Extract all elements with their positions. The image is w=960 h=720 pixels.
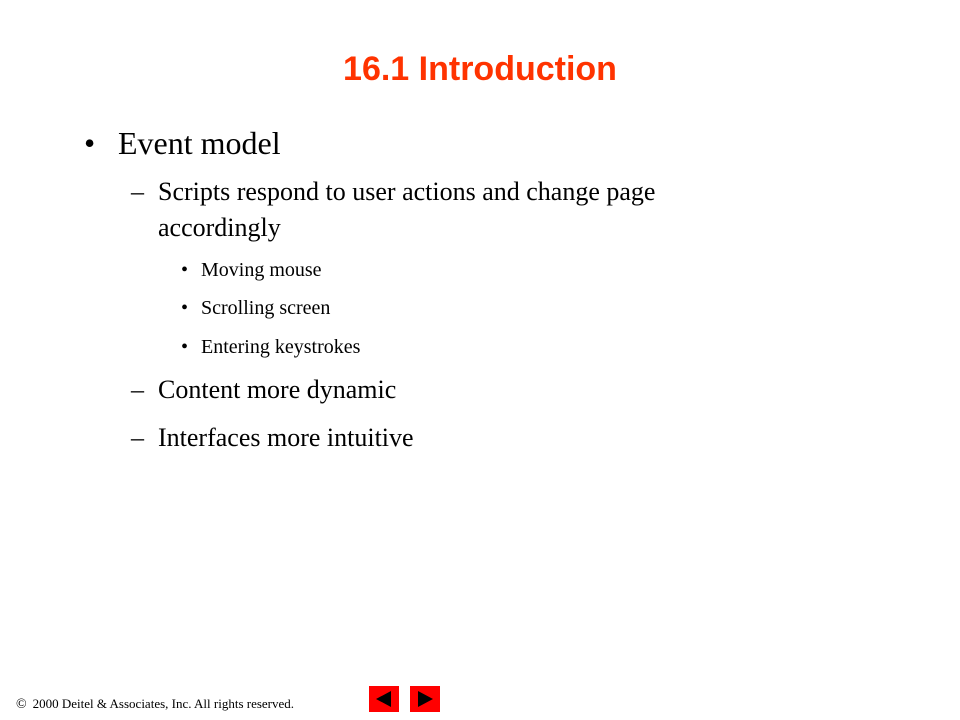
copyright-footer xyxy=(16,695,294,714)
dash-marker: – xyxy=(131,177,144,206)
sub-bullet-text: Scripts respond to user actions and change page xyxy=(158,177,656,206)
sub-sub-bullet-text: Scrolling screen xyxy=(201,297,331,319)
next-slide-button[interactable] xyxy=(410,686,440,712)
sub-bullet-text: Content more dynamic xyxy=(158,375,397,404)
bullet-text: Event model xyxy=(118,125,281,161)
bullet-marker: • xyxy=(181,259,189,281)
sub-sub-bullet-text: Moving mouse xyxy=(201,259,322,281)
slide-title: 16.1 Introduction xyxy=(343,50,617,88)
copyright-text: 2000 Deitel & Associates, Inc. All rights reserved. xyxy=(32,696,295,711)
sub-bullet-text-continued: accordingly xyxy=(158,213,281,242)
left-arrow-icon xyxy=(369,686,399,712)
sub-sub-bullet-text: Entering keystrokes xyxy=(201,336,361,358)
dash-marker: – xyxy=(131,423,144,452)
bullet-marker: • xyxy=(84,125,96,161)
dash-marker: – xyxy=(131,375,144,404)
bullet-marker: • xyxy=(181,297,189,319)
right-arrow-icon xyxy=(410,686,440,712)
previous-slide-button[interactable] xyxy=(369,686,399,712)
sub-bullet-text: Interfaces more intuitive xyxy=(158,423,414,452)
bullet-marker: • xyxy=(181,336,189,358)
copyright-icon: © xyxy=(16,697,27,712)
